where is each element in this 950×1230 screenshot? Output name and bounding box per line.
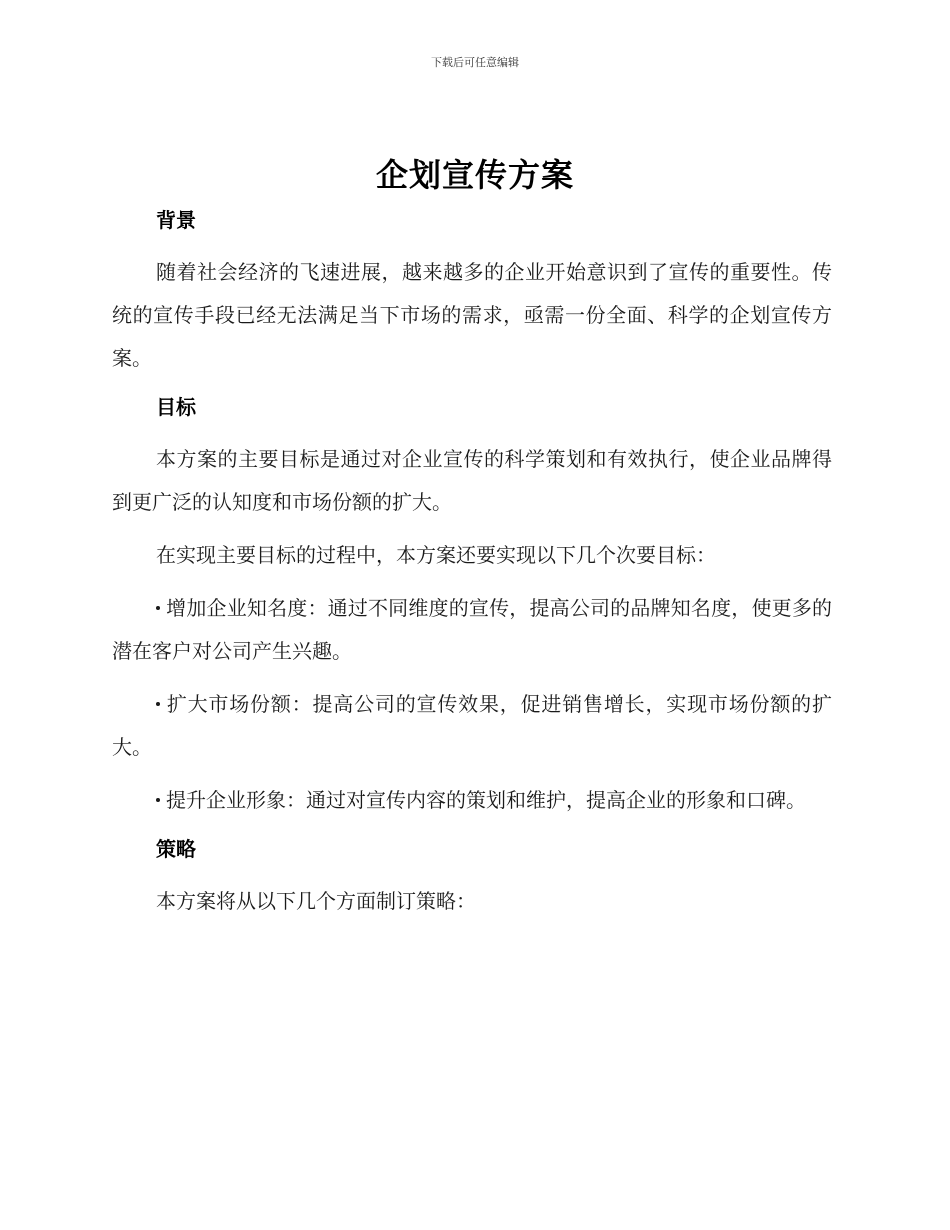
goal-bullet-item: [112, 779, 832, 822]
strategy-paragraph: 本方案将从以下几个方面制订策略：: [156, 889, 476, 913]
goal-bullet-text: 扩大市场份额：提高公司的宣传效果，促进销售增长，实现市场份额的扩大。: [112, 692, 832, 759]
goal-bullet-item: [112, 683, 832, 769]
goal-bullet-item: [112, 587, 832, 673]
document-body: [112, 203, 832, 933]
section-heading-strategy: 策略: [156, 837, 196, 861]
bullet-dot-icon: [156, 702, 160, 706]
goals-paragraph-main: 本方案的主要目标是通过对企业宣传的科学策划和有效执行，使企业品牌得到更广泛的认知度和市场份额的扩大。: [112, 447, 832, 514]
section-heading-goals: 目标: [156, 395, 196, 419]
background-paragraph: 随着社会经济的飞速进展，越来越多的企业开始意识到了宣传的重要性。传统的宣传手段已经无法满足当下市场的需求，亟需一份全面、科学的企划宣传方案。: [112, 260, 832, 370]
bullet-dot-icon: [156, 798, 160, 802]
bullet-dot-icon: [156, 606, 160, 610]
goal-bullet-text: 提升企业形象：通过对宣传内容的策划和维护，提高企业的形象和口碑。: [166, 788, 806, 812]
section-heading-background: 背景: [156, 208, 196, 232]
goals-paragraph-secondary: 在实现主要目标的过程中，本方案还要实现以下几个次要目标：: [156, 543, 716, 567]
page-header-note: 下载后可任意编辑: [431, 56, 519, 69]
goal-bullet-text: 增加企业知名度：通过不同维度的宣传，提高公司的品牌知名度，使更多的潜在客户对公司产生兴趣。: [112, 596, 832, 663]
document-title: 企划宣传方案: [375, 156, 574, 194]
